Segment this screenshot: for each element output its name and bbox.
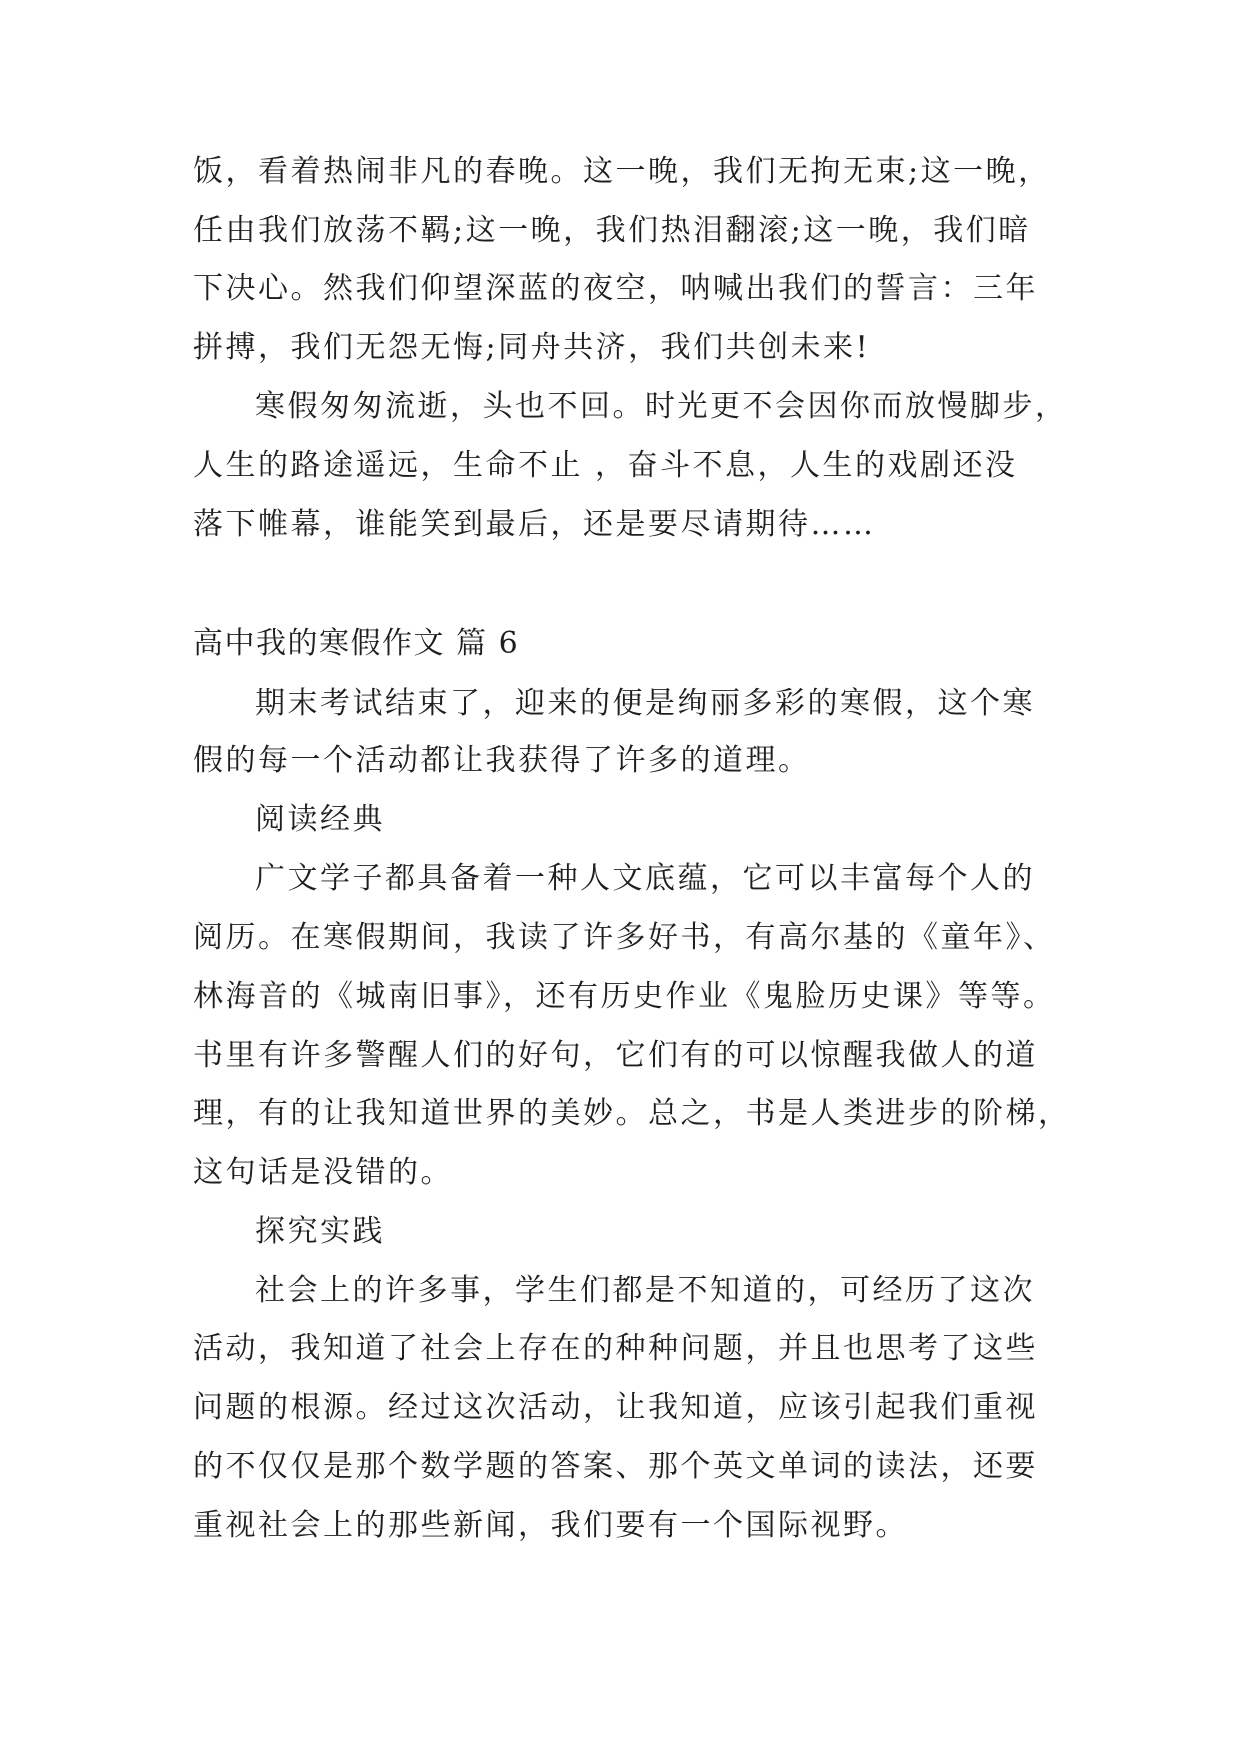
text-line: 的不仅仅是那个数学题的答案、那个英文单词的读法，还要 xyxy=(193,1449,1038,1484)
text-line: 书里有许多警醒人们的好句，它们有的可以惊醒我做人的道 xyxy=(193,1038,1038,1073)
text-line: 这句话是没错的。 xyxy=(193,1155,453,1190)
text-line: 社会上的许多事，学生们都是不知道的，可经历了这次 xyxy=(255,1273,1035,1308)
text-line: 问题的根源。经过这次活动，让我知道，应该引起我们重视 xyxy=(193,1390,1038,1425)
text-line: 期末考试结束了，迎来的便是绚丽多彩的寒假，这个寒 xyxy=(255,686,1035,721)
text-line: 人生的路途遥远，生命不止 ，奋斗不息，人生的戏剧还没 xyxy=(193,448,1018,483)
text-line: 理，有的让我知道世界的美妙。总之，书是人类进步的阶梯， xyxy=(193,1096,1071,1131)
text-line: 落下帷幕，谁能笑到最后，还是要尽请期待…… xyxy=(193,507,876,542)
text-line: 重视社会上的那些新闻，我们要有一个国际视野。 xyxy=(193,1508,908,1543)
text-line: 阅历。在寒假期间，我读了许多好书，有高尔基的《童年》、 xyxy=(193,920,1056,955)
text-line: 任由我们放荡不羁;这一晚，我们热泪翻滚;这一晚，我们暗 xyxy=(193,213,1031,248)
text-line: 活动，我知道了社会上存在的种种问题，并且也思考了这些 xyxy=(193,1331,1038,1366)
text-line: 林海音的《城南旧事》，还有历史作业《鬼脸历史课》等等。 xyxy=(193,979,1056,1014)
text-line: 下决心。然我们仰望深蓝的夜空，呐喊出我们的誓言：三年 xyxy=(193,271,1038,306)
subheading-reading: 阅读经典 xyxy=(255,802,385,837)
text-line: 寒假匆匆流逝，头也不回。时光更不会因你而放慢脚步， xyxy=(255,389,1068,424)
section-title: 高中我的寒假作文 篇 6 xyxy=(193,626,520,661)
subheading-practice: 探究实践 xyxy=(255,1214,385,1249)
text-line: 假的每一个活动都让我获得了许多的道理。 xyxy=(193,743,811,778)
text-line: 饭，看着热闹非凡的春晚。这一晚，我们无拘无束;这一晚， xyxy=(193,154,1051,189)
text-line: 广文学子都具备着一种人文底蕴，它可以丰富每个人的 xyxy=(255,861,1035,896)
text-line: 拼搏，我们无怨无悔;同舟共济，我们共创未来! xyxy=(193,330,871,365)
